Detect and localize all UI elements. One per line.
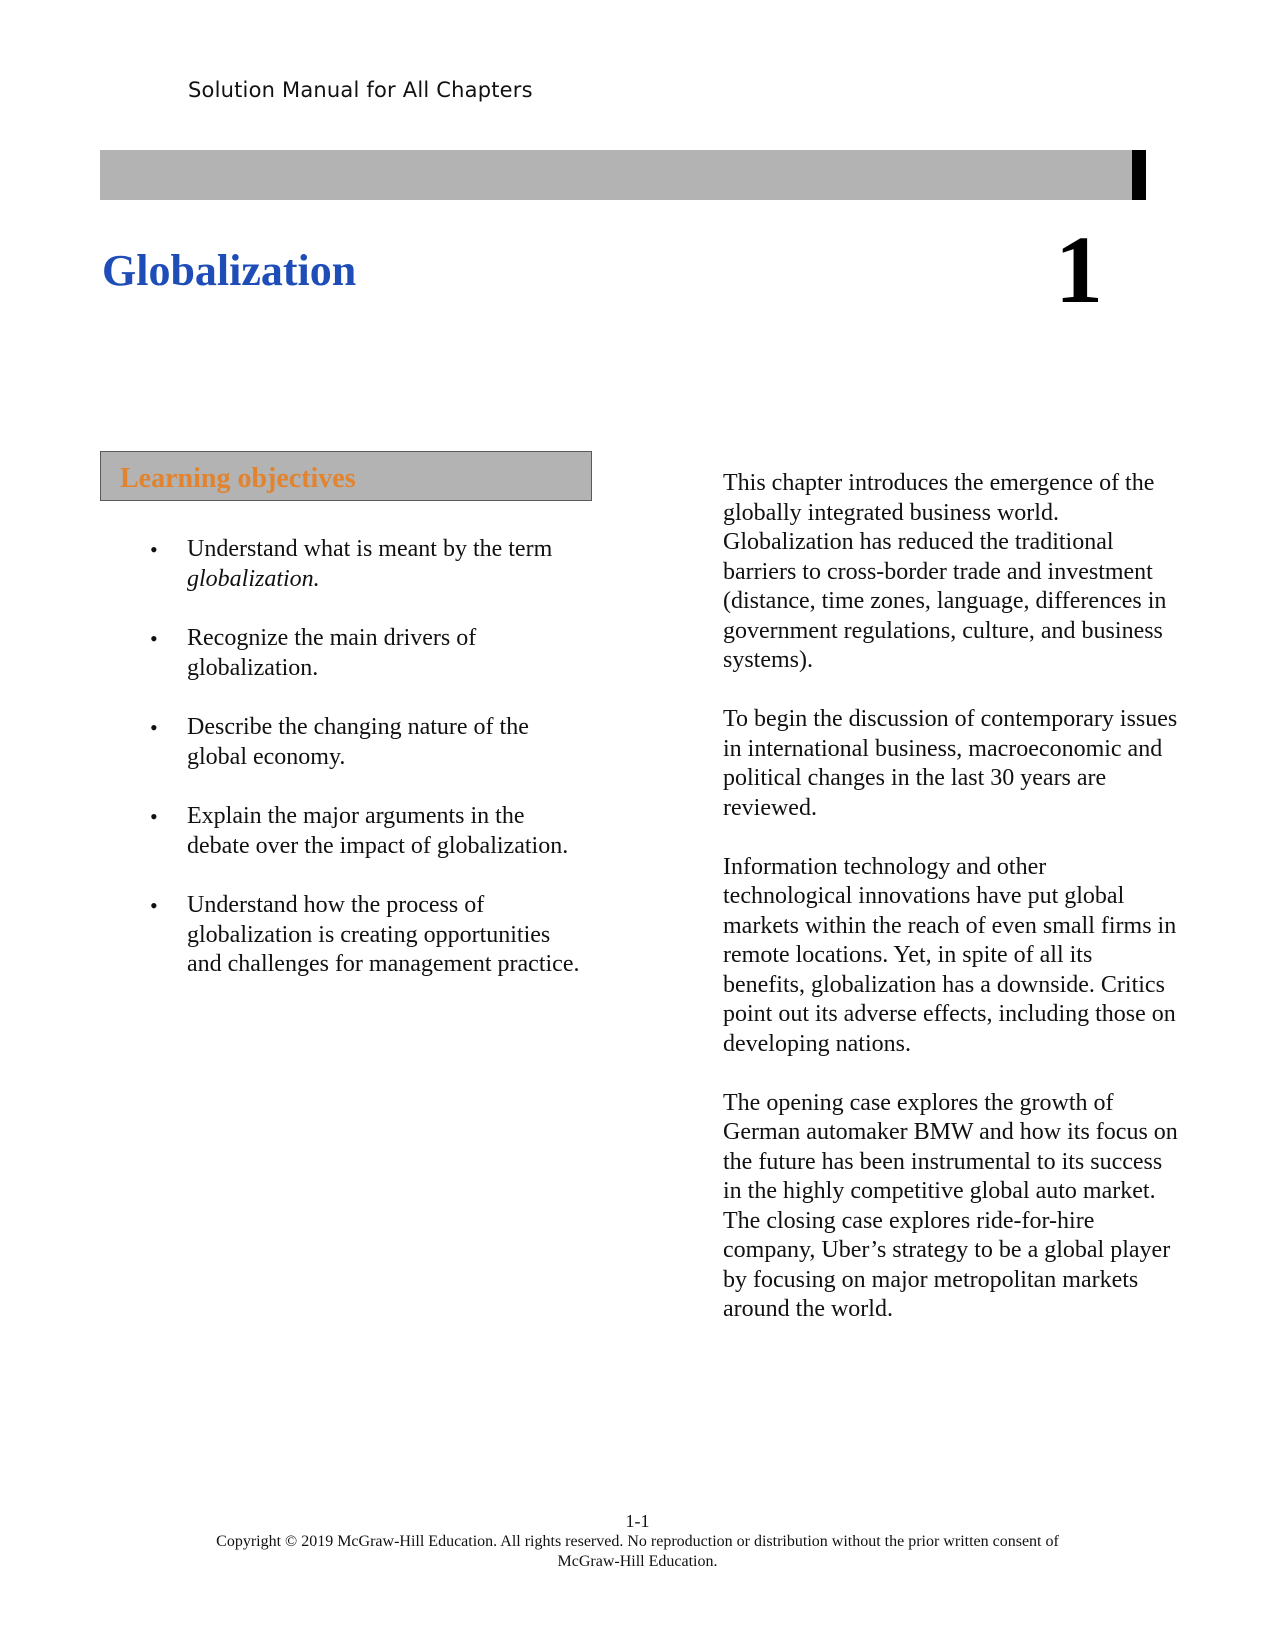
chapter-number: 1 (1055, 216, 1103, 323)
objective-text: Recognize the main drivers of globalization. (187, 625, 477, 681)
objective-text: Explain the major arguments in the debate over the impact of globalization. (187, 803, 569, 859)
chapter-summary (723, 469, 1178, 1354)
header-bar-cap (1132, 150, 1146, 200)
objective-item (150, 891, 590, 980)
summary-paragraph: To begin the discussion of contemporary issues in international business, macroeconomic and political changes in the last 30 years are reviewed. (723, 706, 1178, 821)
objective-text: Understand what is meant by the term (187, 536, 553, 562)
chapter-title: Globalization (102, 246, 357, 295)
learning-objectives-list (150, 535, 590, 1010)
objective-item (150, 535, 590, 594)
objective-text: Understand how the process of globalization is creating opportunities and challenges for management practice. (187, 892, 580, 977)
objective-item (150, 713, 590, 772)
bullet-icon: • (150, 626, 158, 651)
chapter-header-bar (100, 150, 1132, 200)
page-number: 1-1 (625, 1511, 650, 1531)
objective-item (150, 624, 590, 683)
summary-paragraph: This chapter introduces the emergence of the globally integrated business world. Globalization has reduced the traditional barriers to cross-border trade and investment (distance, time zones, language, differences in government regulations, culture, and business systems). (723, 470, 1167, 673)
bullet-icon: • (150, 537, 158, 562)
bullet-icon: • (150, 715, 158, 740)
running-header: Solution Manual for All Chapters (188, 78, 533, 102)
objective-term: globalization. (187, 565, 320, 592)
learning-objectives-title: Learning objectives (120, 463, 356, 494)
summary-paragraph: The opening case explores the growth of German automaker BMW and how its focus on the future has been instrumental to its success in the highly competitive global auto market. The closing case explores ride-for-hire company, Uber’s strategy to be a global player by focusing on major metropolitan markets around the world. (723, 1089, 1178, 1322)
bullet-icon: • (150, 893, 158, 918)
page-footer (0, 1510, 1275, 1572)
summary-paragraph: Information technology and other technological innovations have put global markets within the reach of even small firms in remote locations. Yet, in spite of all its benefits, globalization has a downside. Critics point out its adverse effects, including those on developing nations. (723, 853, 1177, 1057)
copyright-notice: Copyright © 2019 McGraw-Hill Education. All rights reserved. No reproduction or distribution without the prior written consent of McGraw-Hill Education. (216, 1533, 1059, 1570)
bullet-icon: • (150, 804, 158, 829)
objective-text: Describe the changing nature of the global economy. (187, 714, 529, 770)
objective-item (150, 802, 590, 861)
learning-objectives-header (100, 451, 592, 501)
